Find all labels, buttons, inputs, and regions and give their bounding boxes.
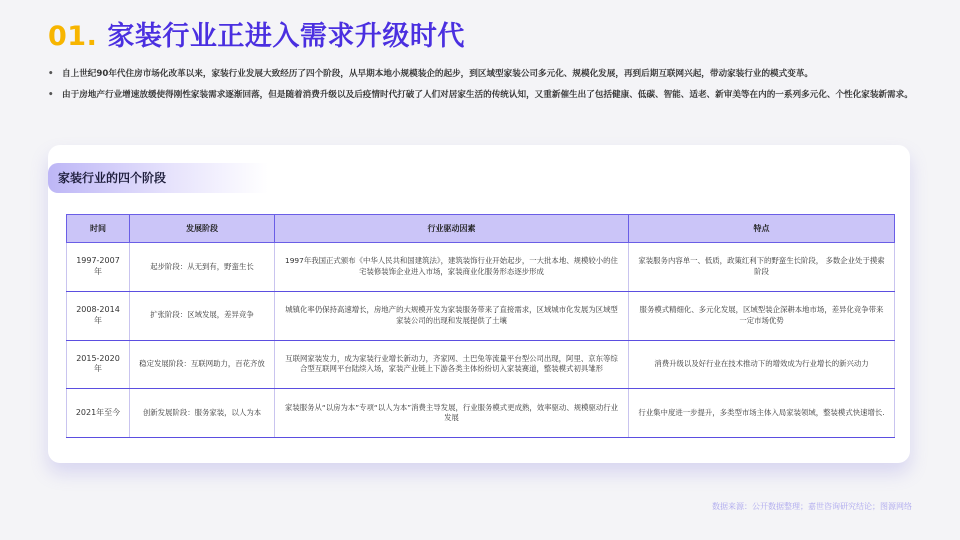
table-row (67, 389, 895, 438)
title-text: 家装行业正进入需求升级时代 (107, 21, 465, 52)
table-row (67, 340, 895, 389)
cell-features: 行业集中度进一步提升，多类型市场主体入局家装领域，整装模式快速增长. (629, 389, 895, 438)
cell-time: 2015-2020年 (67, 340, 130, 389)
cell-time: 2008-2014年 (67, 291, 130, 340)
cell-stage: 稳定发展阶段：互联网助力，百花齐放 (130, 340, 275, 389)
source-note: 数据来源：公开数据整理；嘉世咨询研究结论；图源网络 (712, 502, 912, 511)
cell-drivers: 家装服务从“以房为本”专项“以人为本”消费主导发展，行业服务模式更成熟，效率驱动、规模驱动行业发展 (275, 389, 629, 438)
cell-stage: 扩张阶段：区域发展，差异竞争 (130, 291, 275, 340)
header-stage: 发展阶段 (130, 215, 275, 243)
cell-stage: 起步阶段：从无到有，野蛮生长 (130, 243, 275, 292)
page-title (48, 14, 465, 53)
intro-bullets (48, 66, 914, 108)
cell-features: 家装服务内容单一、低质，政策红利下的野蛮生长阶段， 多数企业处于摸索阶段 (629, 243, 895, 292)
header-features: 特点 (629, 215, 895, 243)
card-title: 家装行业的四个阶段 (48, 163, 268, 193)
cell-time: 1997-2007年 (67, 243, 130, 292)
table-row (67, 291, 895, 340)
table-row (67, 243, 895, 292)
table-header-row (67, 215, 895, 243)
cell-drivers: 1997年我国正式颁布《中华人民共和国建筑法》，建筑装饰行业开始起步，一大批本地、规模较小的住宅装修装饰企业进入市场，家装商业化服务形态逐步形成 (275, 243, 629, 292)
header-drivers: 行业驱动因素 (275, 215, 629, 243)
cell-time: 2021年至今 (67, 389, 130, 438)
header-time: 时间 (67, 215, 130, 243)
section-number: 01. (48, 21, 98, 52)
stages-table (66, 214, 895, 438)
cell-features: 服务模式精细化、多元化发展，区域型装企深耕本地市场，差异化竞争带来一定市场优势 (629, 291, 895, 340)
bullet-item: • 由于房地产行业增速放缓使得刚性家装需求逐渐回落，但是随着消费升级以及后疫情时代打破了人们对居家生活的传统认知，又重新催生出了包括健康、低碳、智能、适老、新审美等在内的一系列多元化、个性化家装新需求。 (48, 87, 914, 104)
cell-drivers: 城镇化率仍保持高速增长，房地产的大规模开发为家装服务带来了直接需求，区域城市化发展为区域型家装公司的出现和发展提供了土壤 (275, 291, 629, 340)
stages-card (48, 145, 910, 463)
cell-drivers: 互联网家装发力，成为家装行业增长新动力，齐家网、土巴兔等流量平台型公司出现，阿里、京东等综合型互联网平台陆续入场，家装产业链上下游各类主体纷纷切入家装赛道，整装模式初具雏形 (275, 340, 629, 389)
cell-features: 消费升级以及好行业在技术推动下的增效成为行业增长的新兴动力 (629, 340, 895, 389)
cell-stage: 创新发展阶段：服务家装，以人为本 (130, 389, 275, 438)
bullet-item: • 自上世纪90年代住房市场化改革以来，家装行业发展大致经历了四个阶段，从早期本地小规模装企的起步，到区域型家装公司多元化、规模化发展，再到后期互联网兴起，带动家装行业的模式变革。 (48, 66, 914, 83)
